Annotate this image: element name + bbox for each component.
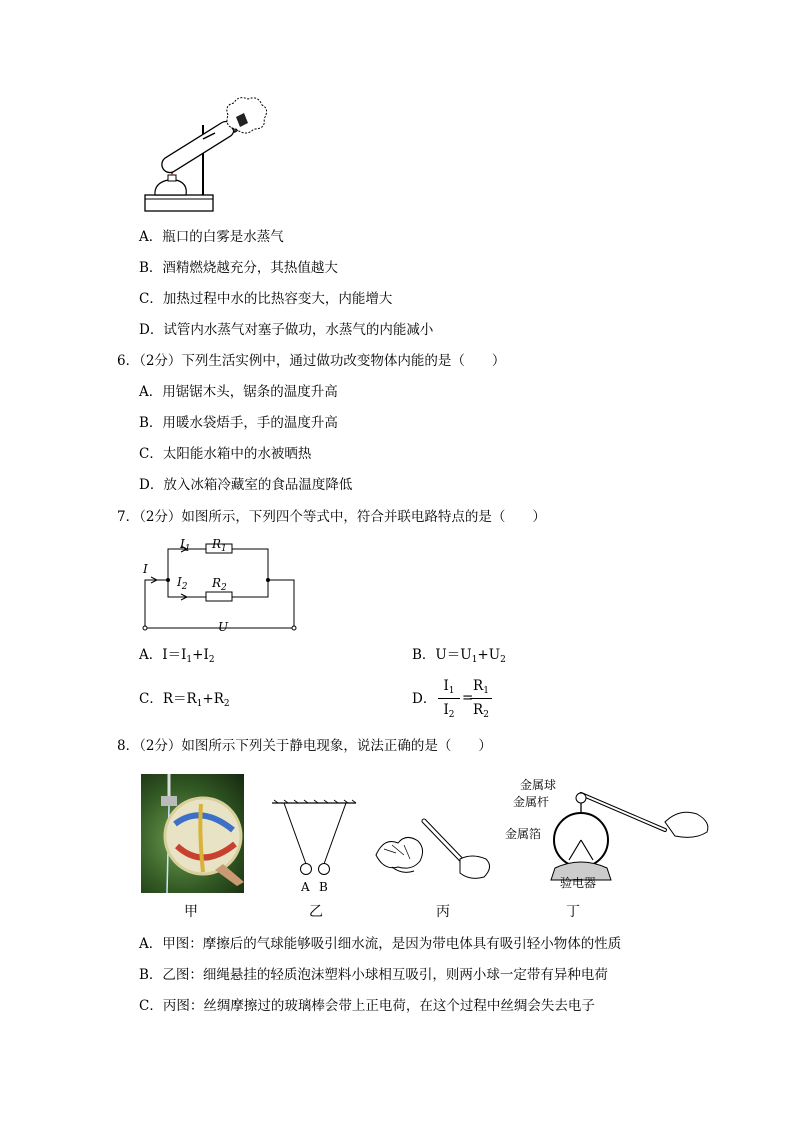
electroscope-label-name: 验电器 <box>560 876 597 890</box>
q7-option-c: C．$R=R_1+R_2$ <box>139 691 230 709</box>
electroscope-label-rod: 金属杆 <box>513 795 550 809</box>
caption-jia: 甲 <box>184 904 198 920</box>
silk-glass-rod-figure <box>374 815 494 885</box>
q6-option-a: A．用锯锯木头，锯条的温度升高 <box>139 384 338 400</box>
circuit-label-i2: $I_2$ <box>177 575 188 592</box>
circuit-label-i: I <box>143 562 148 576</box>
q7-d-equals: = <box>462 690 474 706</box>
q5-option-a: A．瓶口的白雾是水蒸气 <box>139 229 284 245</box>
caption-yi: 乙 <box>309 904 323 920</box>
q5-option-c: C．加热过程中水的比热容变大，内能增大 <box>139 291 393 307</box>
q7-d-numerator-right: $R_1$ <box>473 678 489 696</box>
caption-bing: 丙 <box>436 904 450 920</box>
circuit-label-u: U <box>218 620 229 634</box>
q6-option-c: C．太阳能水箱中的水被晒热 <box>139 446 312 462</box>
circuit-label-i1: $I_1$ <box>180 537 191 554</box>
ball-label-a: A <box>301 880 310 894</box>
q6-option-d: D．放入冰箱冷藏室的食品温度降低 <box>139 477 353 493</box>
circuit-label-r2: $R_2$ <box>212 576 227 593</box>
ball-label-b: B <box>319 880 328 894</box>
hanging-balls-figure <box>270 800 360 880</box>
q7-d-fraction-bar-right <box>470 698 492 699</box>
q5-option-d: D．试管内水蒸气对塞子做功，水蒸气的内能减小 <box>139 322 434 338</box>
q7-d-fraction-bar-left <box>438 698 460 699</box>
q6-stem: 6．（2分）下列生活实例中，通过做功改变物体内能的是（ ） <box>117 353 506 369</box>
q7-d-denominator-left: $I_2$ <box>443 702 455 720</box>
circuit-label-r1: $R_1$ <box>212 537 227 554</box>
q8-option-a: A．甲图：摩擦后的气球能够吸引细水流，是因为带电体具有吸引轻小物体的性质 <box>139 936 622 952</box>
balloon-water-photo <box>141 774 244 893</box>
electroscope-label-foil: 金属箔 <box>505 827 542 841</box>
q5-option-b: B．酒精燃烧越充分，其热值越大 <box>139 260 338 276</box>
q7-stem: 7．（2分）如图所示，下列四个等式中，符合并联电路特点的是（ ） <box>117 509 546 525</box>
q7-d-denominator-right: $R_2$ <box>473 702 489 720</box>
q8-option-c: C．丙图：丝绸摩擦过的玻璃棒会带上正电荷，在这个过程中丝绸会失去电子 <box>139 998 595 1014</box>
electroscope-figure <box>525 788 715 883</box>
caption-ding: 丁 <box>566 904 580 920</box>
q7-d-numerator-left: $I_1$ <box>443 678 455 696</box>
q8-option-b: B．乙图：细绳悬挂的轻质泡沫塑料小球相互吸引，则两小球一定带有异种电荷 <box>139 967 608 983</box>
test-tube-heating-figure <box>140 95 270 220</box>
q7-option-b: B．$U=U_1+U_2$ <box>412 647 506 665</box>
electroscope-label-ball: 金属球 <box>520 778 557 792</box>
q6-option-b: B．用暖水袋焐手，手的温度升高 <box>139 415 338 431</box>
q7-option-a: A．$I=I_1+I_2$ <box>139 647 215 665</box>
q7-option-d-label: D． <box>412 691 437 707</box>
q8-stem: 8．（2分）如图所示下列关于静电现象，说法正确的是（ ） <box>117 738 492 754</box>
